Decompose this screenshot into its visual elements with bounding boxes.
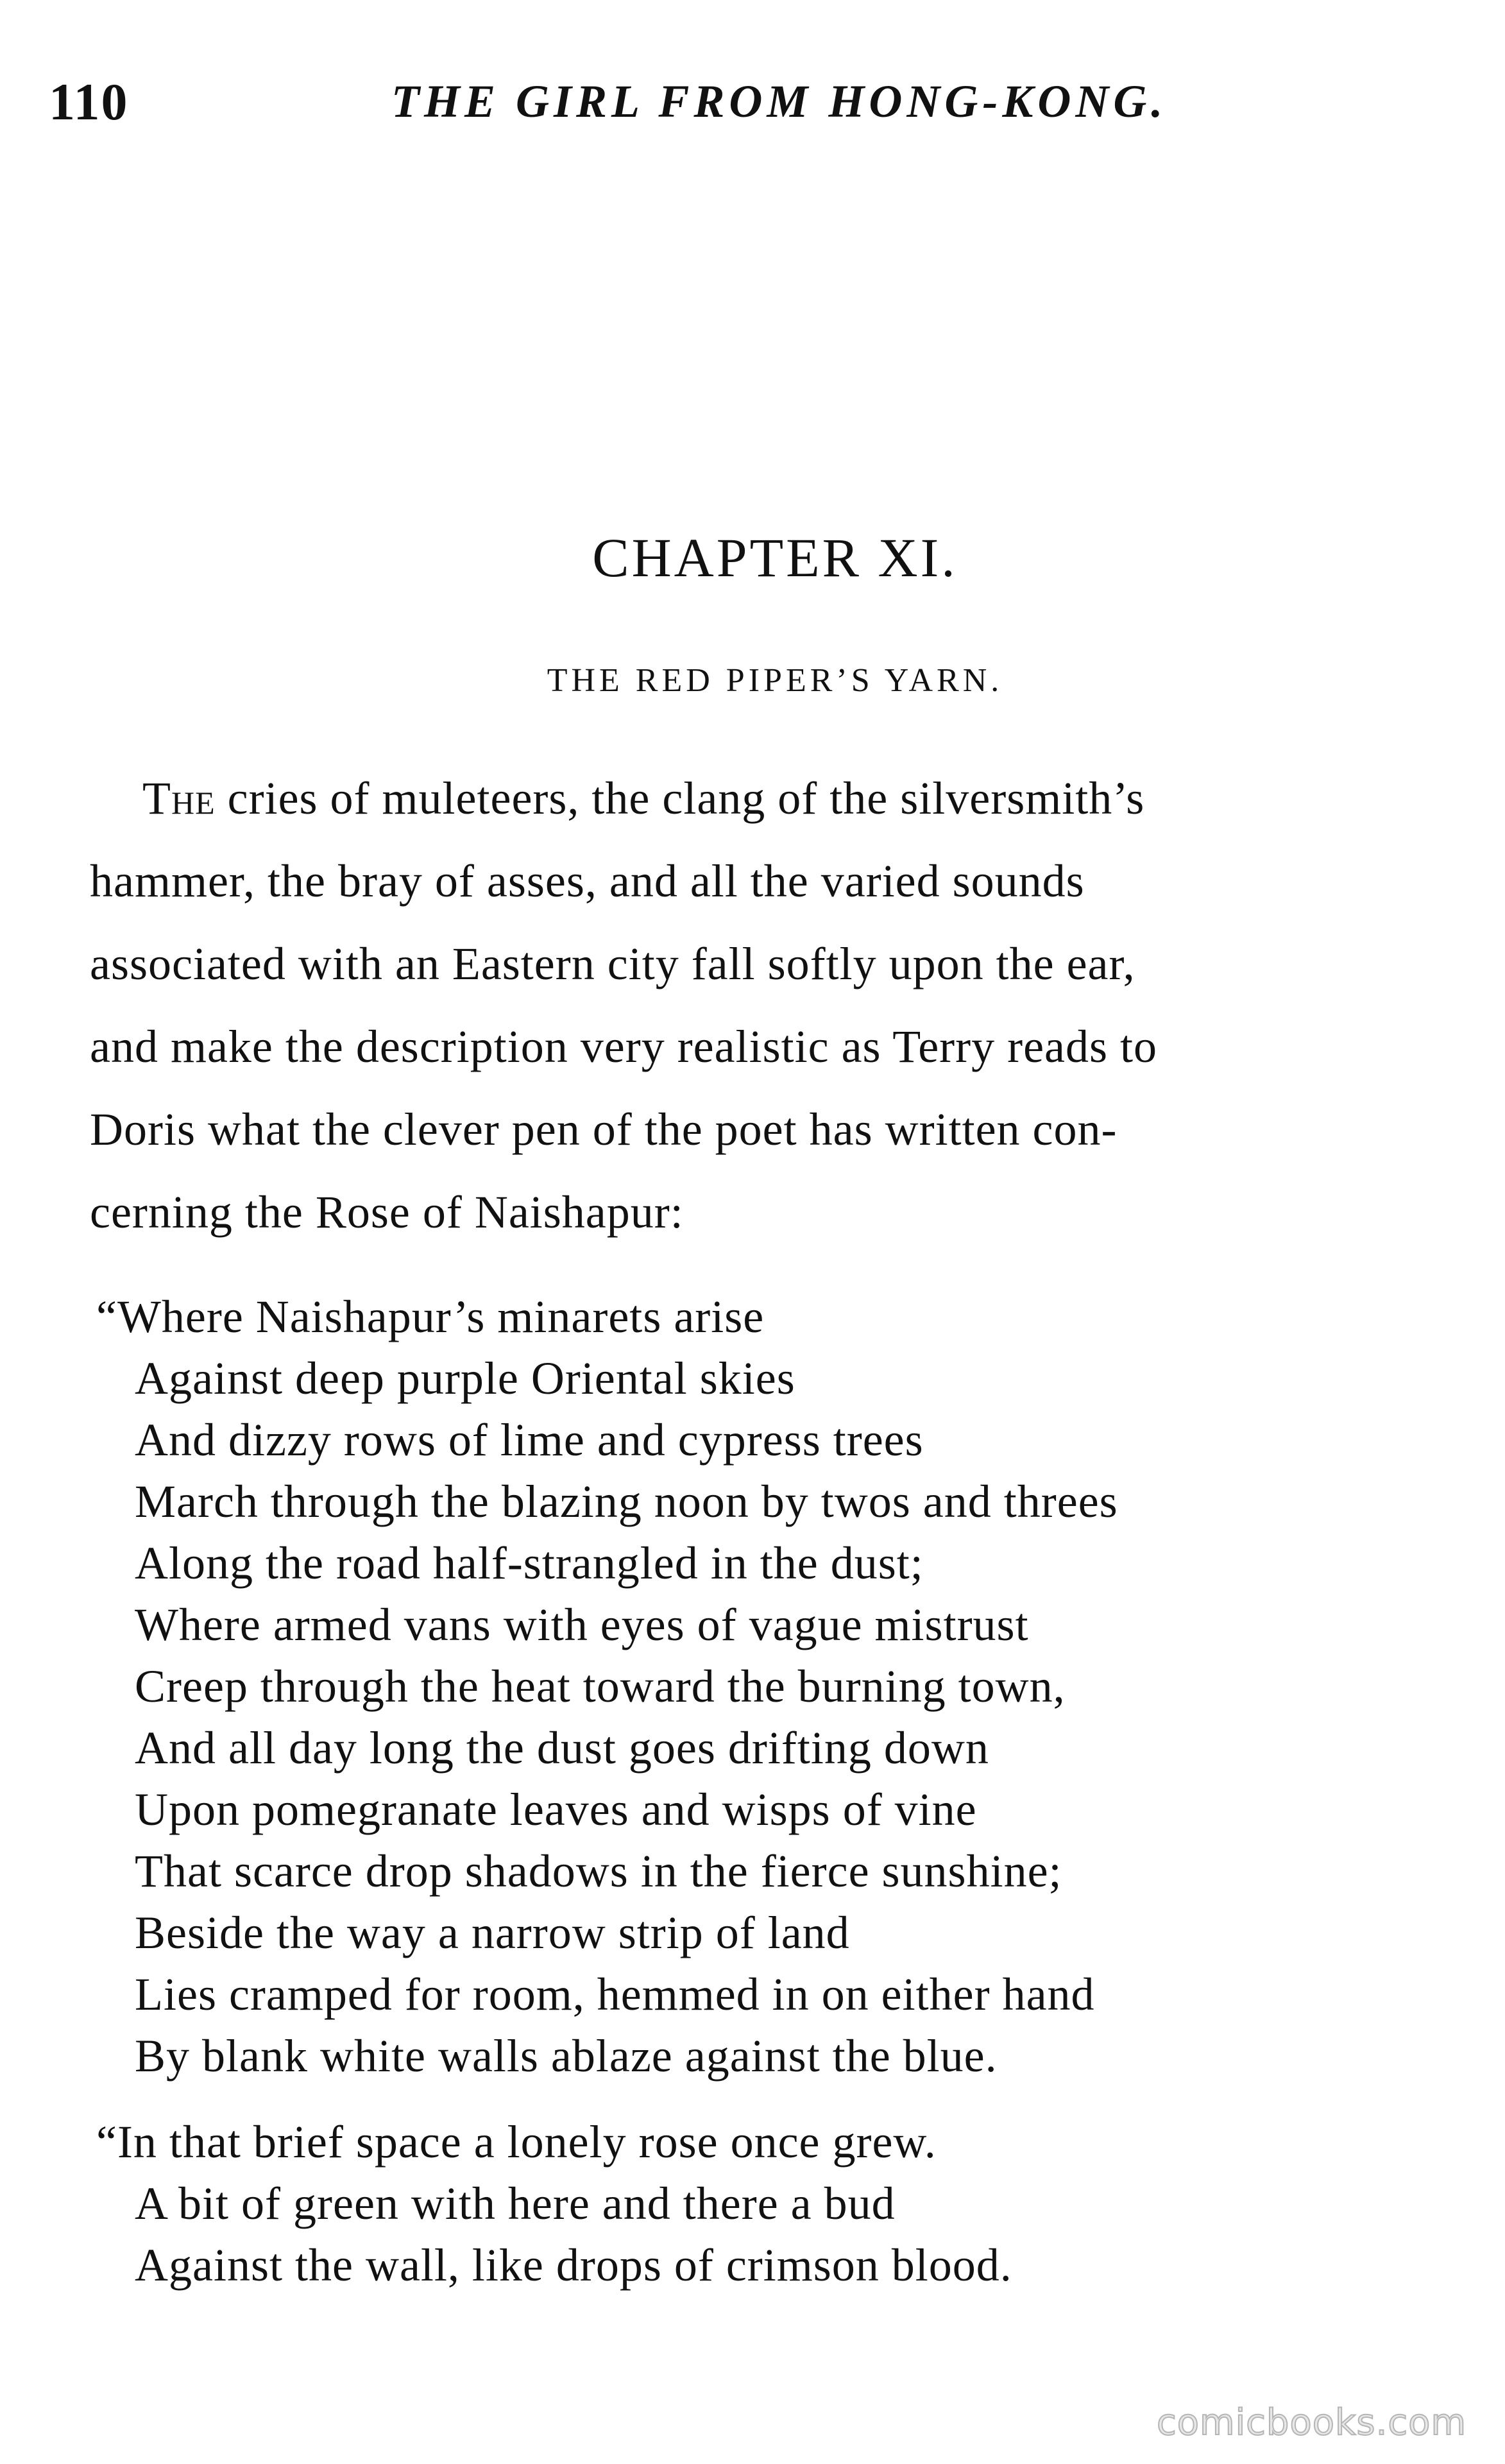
poem-stanza-1	[96, 1286, 1431, 2087]
poem-line: Creep through the heat toward the burning town,	[135, 1661, 1066, 1712]
paragraph-line: associated with an Eastern city fall softly upon the ear,	[90, 938, 1135, 989]
poem-line: By blank white walls ablaze against the blue.	[135, 2030, 998, 2082]
paragraph-lead-word: The	[142, 773, 216, 824]
poem-line: And all day long the dust goes drifting down	[135, 1722, 989, 1774]
poem-line: Beside the way a narrow strip of land	[135, 1907, 850, 1958]
paragraph-line-text: cries of muleteers, the clang of the silversmith’s	[215, 773, 1145, 824]
poem-line: Upon pomegranate leaves and wisps of vine	[135, 1784, 977, 1835]
poem-line: Along the road half-strangled in the dust;	[135, 1537, 924, 1589]
paragraph-line: cerning the Rose of Naishapur:	[90, 1186, 684, 1238]
paragraph-line: and make the description very realistic as Terry reads to	[90, 1021, 1158, 1072]
poem-line: Lies cramped for room, hemmed in on either hand	[135, 1969, 1095, 2020]
chapter-subtitle: THE RED PIPER’S YARN.	[547, 662, 1003, 699]
poem-line: That scarce drop shadows in the fierce sunshine;	[135, 1845, 1062, 1897]
poem-line: A bit of green with here and there a bud	[135, 2178, 896, 2229]
poem-line: Against deep purple Oriental skies	[135, 1353, 795, 1404]
poem-line: And dizzy rows of lime and cypress trees	[135, 1414, 924, 1466]
page-number: 110	[49, 73, 129, 131]
body-paragraph	[90, 757, 1431, 1254]
poem-stanza-2	[96, 2111, 1431, 2296]
chapter-title: CHAPTER XI.	[592, 527, 958, 588]
running-head: THE GIRL FROM HONG-KONG.	[391, 76, 1168, 127]
watermark: comicbooks.com	[1156, 2402, 1467, 2443]
poem-line: Where armed vans with eyes of vague mistrust	[135, 1599, 1029, 1650]
poem-line: “Where Naishapur’s minarets arise	[96, 1291, 765, 1342]
poem-line: March through the blazing noon by twos and threes	[135, 1476, 1118, 1527]
paragraph-line	[90, 757, 1431, 840]
poem-line: Against the wall, like drops of crimson blood.	[135, 2239, 1012, 2291]
poem-line: “In that brief space a lonely rose once grew.	[96, 2116, 937, 2168]
paragraph-line: Doris what the clever pen of the poet has written con-	[90, 1104, 1118, 1155]
paragraph-line: hammer, the bray of asses, and all the varied sounds	[90, 855, 1085, 907]
